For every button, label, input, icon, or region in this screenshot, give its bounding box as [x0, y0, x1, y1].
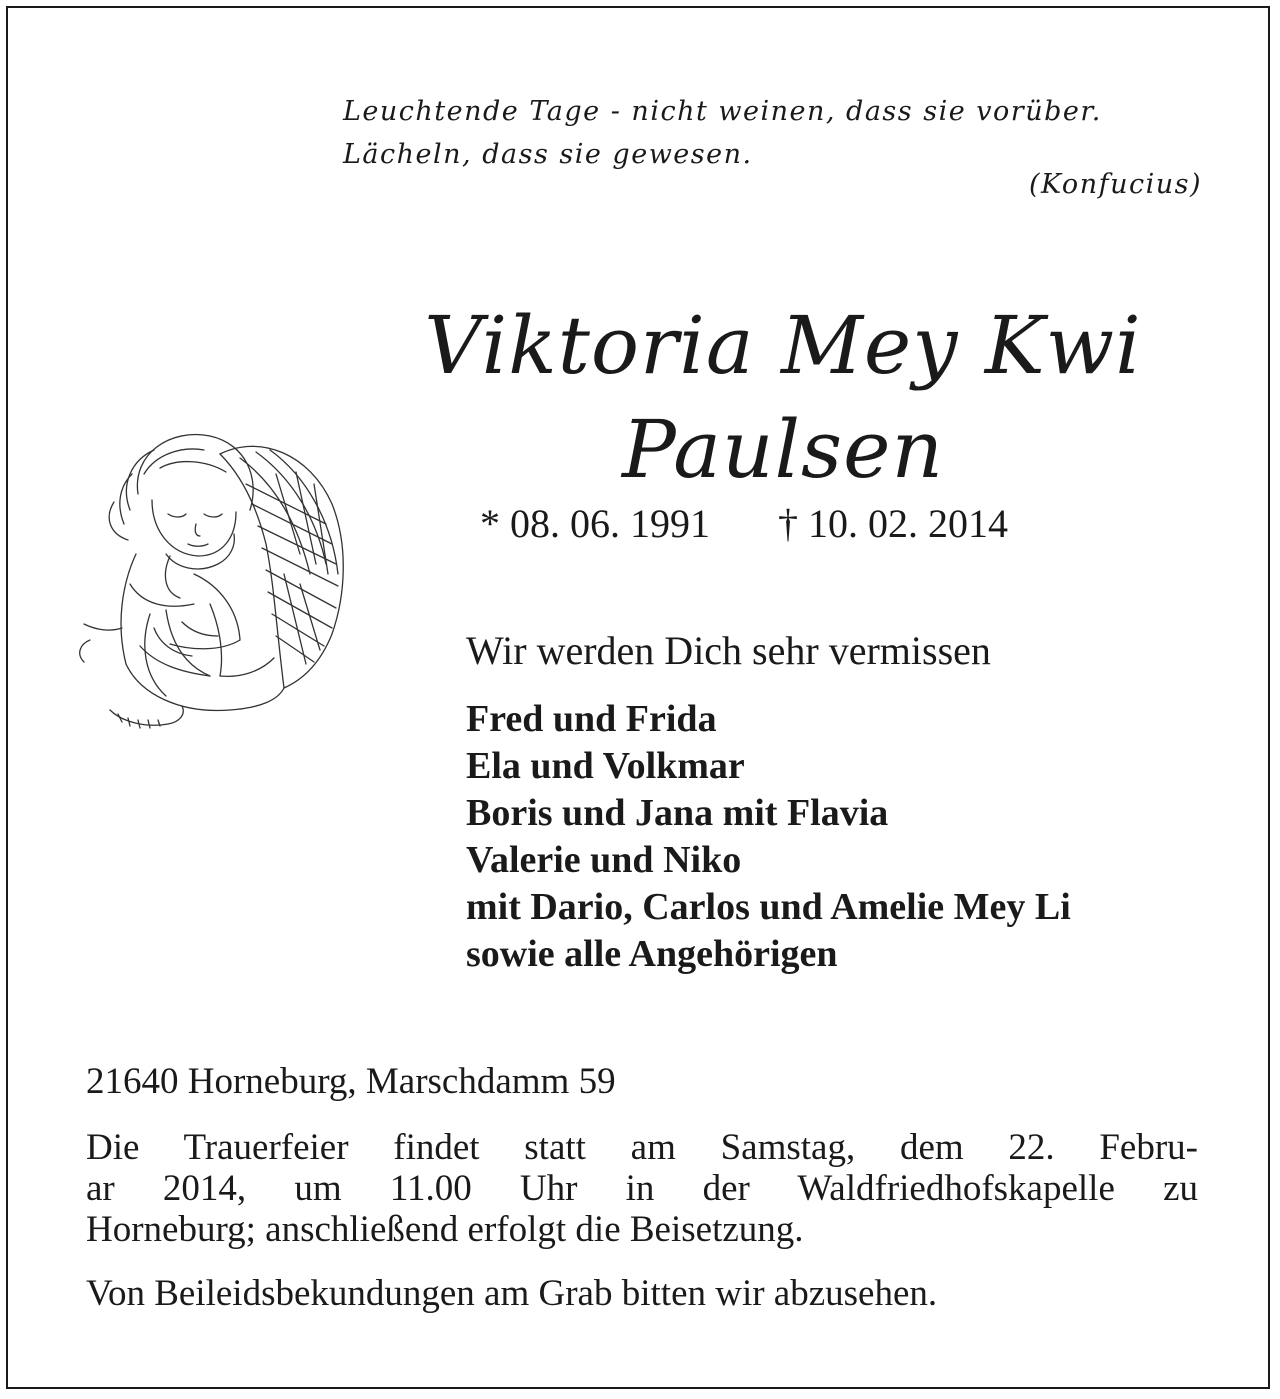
deceased-name-line: Viktoria Mey Kwi [424, 299, 1142, 392]
death-date: † 10. 02. 2014 [778, 501, 1008, 546]
address: 21640 Horneburg, Marschdamm 59 [86, 1061, 616, 1102]
farewell-message: Wir werden Dich sehr vermissen [466, 628, 991, 673]
ceremony-line: Horneburg; anschließend erfolgt die Beisetzung. [86, 1209, 804, 1250]
quote-author: (Konfucius) [1028, 169, 1202, 200]
angel-illustration-icon [70, 414, 350, 744]
life-dates [480, 500, 1008, 547]
mourner-entry: Valerie und Niko [466, 839, 742, 881]
birth-date: * 08. 06. 1991 [480, 501, 710, 546]
mourner-entry: Fred und Frida [466, 698, 717, 740]
quote-line: Leuchtende Tage - nicht weinen, dass sie vorüber. [343, 96, 1102, 127]
mourners-list [466, 696, 1071, 978]
quote-line: Lächeln, dass sie gewesen. [343, 139, 753, 170]
mourner-entry: mit Dario, Carlos und Amelie Mey Li [466, 886, 1071, 928]
deceased-name [348, 294, 1218, 502]
deceased-name-line: Paulsen [622, 403, 944, 496]
mourner-entry: Boris und Jana mit Flavia [466, 792, 889, 834]
quote [343, 90, 1203, 176]
ceremony-line: Die Trauerfeier findet statt am Samstag, dem 22. Febru- [86, 1127, 1198, 1168]
mourner-entry: Ela und Volkmar [466, 745, 745, 787]
ceremony-line: ar 2014, um 11.00 Uhr in der Waldfriedhofskapelle zu [86, 1168, 1198, 1209]
ceremony-info [86, 1127, 1198, 1250]
obituary-frame [6, 6, 1270, 1389]
mourner-entry: sowie alle Angehörigen [466, 933, 838, 975]
condolence-note: Von Beileidsbekundungen am Grab bitten wir abzusehen. [86, 1273, 938, 1314]
